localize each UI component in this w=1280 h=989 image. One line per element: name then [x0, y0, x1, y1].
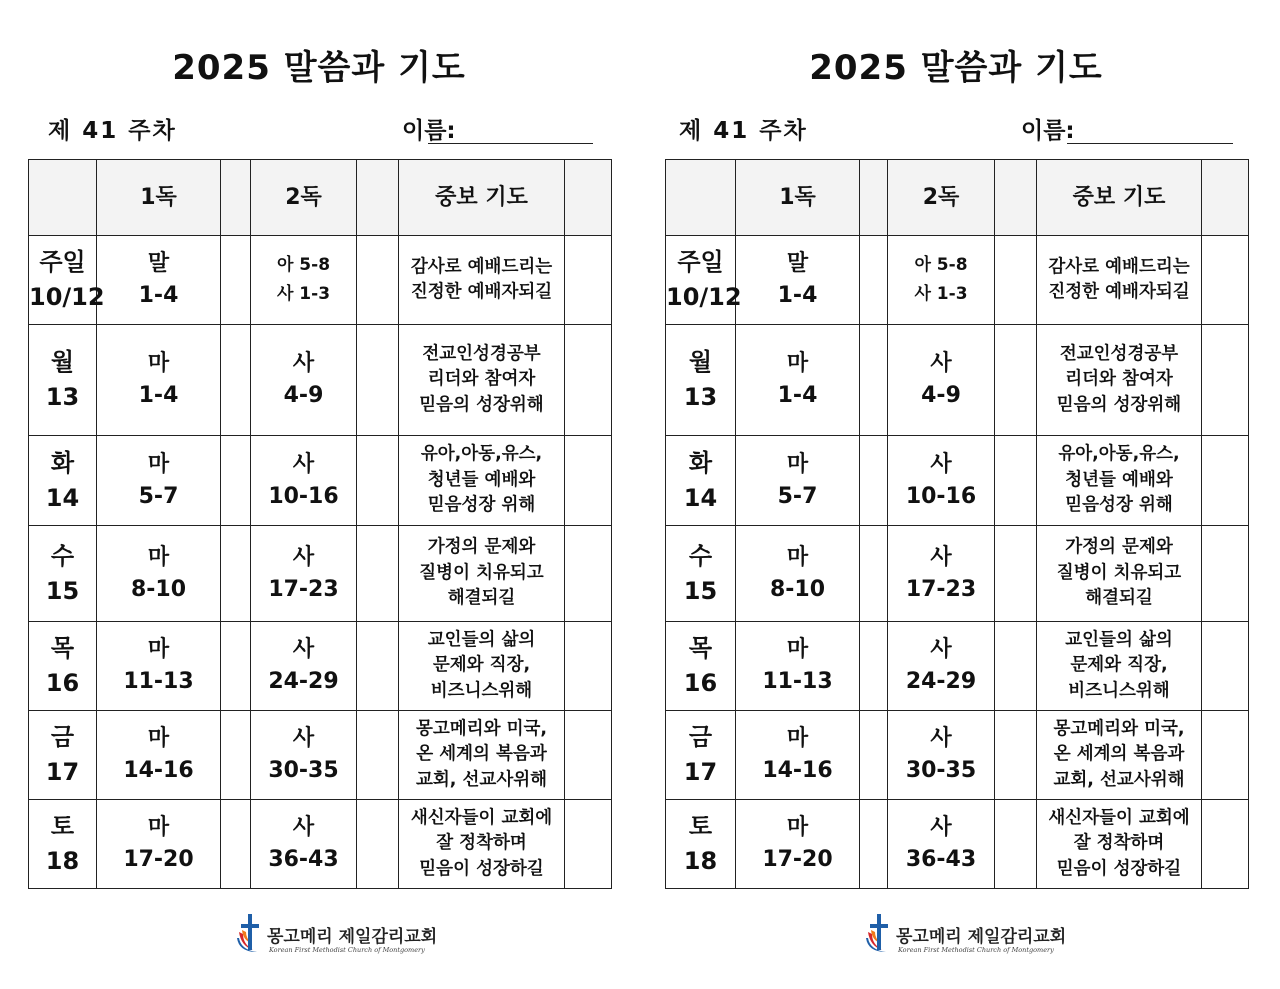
header-check2	[995, 160, 1037, 236]
check1-cell	[221, 622, 251, 711]
prayer-cell	[1037, 236, 1202, 325]
check2-cell	[995, 711, 1037, 800]
prayer-cell-line: 교회, 선교사위해	[1053, 769, 1185, 790]
reading2-cell-line: 10-16	[905, 483, 977, 509]
prayer-cell	[399, 236, 565, 325]
prayer-cell-line: 감사로 예배드리는	[1048, 256, 1190, 277]
reading1-cell-line: 8-10	[130, 576, 187, 602]
reading2-cell-line: 사	[292, 544, 315, 570]
reading1-cell-line: 1-4	[777, 383, 818, 408]
prayer-cell-line: 믿음의 성장위해	[419, 394, 544, 415]
prayer-cell-line: 온 세계의 복음과	[416, 744, 547, 765]
reading1-cell-line: 17-20	[762, 847, 833, 872]
prayer-cell-line: 전교인성경공부	[1059, 343, 1179, 364]
name-field-line	[428, 143, 593, 144]
prayer-cell-line: 청년들 예배와	[1065, 469, 1173, 490]
day-cell-line: 16	[683, 669, 718, 697]
prayer-cell-line: 전교인성경공부	[422, 343, 541, 364]
prayer-cell	[1037, 711, 1202, 800]
reading2-cell-line: 아 5-8	[914, 255, 968, 276]
reading2-cell-line: 17-23	[905, 576, 977, 602]
prayer-cell-line: 몽고메리와 미국,	[415, 718, 548, 739]
prayer-cell	[399, 711, 565, 800]
day-cell-line: 주일	[677, 248, 724, 277]
reading2-cell-line: 아 5-8	[276, 255, 331, 276]
prayer-cell-line: 교인들의 삶의	[1065, 629, 1173, 650]
day-cell-line: 10/12	[666, 283, 742, 311]
check3-cell	[1202, 526, 1249, 622]
cross-flame-icon	[862, 910, 896, 956]
table-row	[666, 436, 1249, 526]
header-day	[29, 160, 97, 236]
church-logo	[233, 910, 438, 960]
reading2-cell-line: 사	[930, 544, 952, 570]
day-cell-line: 토	[688, 812, 713, 841]
reading1-cell	[97, 800, 221, 889]
prayer-cell-line: 새신자들이 교회에	[1048, 807, 1190, 828]
day-cell-line: 17	[683, 758, 718, 786]
reading2-cell-line: 36-43	[905, 847, 977, 872]
day-cell-line: 17	[45, 758, 80, 786]
day-cell-line: 목	[50, 634, 75, 663]
header-prayer: 중보 기도	[399, 160, 565, 236]
prayer-sheet-right	[665, 0, 1265, 989]
reading2-cell-line: 36-43	[268, 847, 339, 872]
header-day	[666, 160, 736, 236]
table-row	[666, 236, 1249, 325]
check3-cell	[565, 526, 612, 622]
reading2-cell-line: 24-29	[268, 669, 339, 694]
day-cell-line: 16	[45, 669, 80, 697]
prayer-cell-line: 잘 정착하며	[1073, 833, 1165, 854]
day-cell-line: 수	[50, 541, 75, 570]
prayer-cell-line: 문제와 직장,	[432, 655, 531, 676]
cross-flame-icon	[233, 910, 267, 956]
reading1-cell	[736, 711, 860, 800]
day-cell-line: 금	[688, 723, 713, 752]
reading1-cell	[97, 711, 221, 800]
header-check1	[860, 160, 888, 236]
reading-table	[665, 159, 1249, 889]
day-cell-line: 화	[688, 448, 713, 477]
reading2-cell-line: 사 1-3	[276, 284, 331, 304]
check2-cell	[995, 800, 1037, 889]
check2-cell	[995, 236, 1037, 325]
check1-cell	[221, 711, 251, 800]
prayer-cell-line: 믿음의 성장위해	[1056, 394, 1182, 415]
check1-cell	[860, 800, 888, 889]
reading1-cell-line: 마	[786, 726, 809, 752]
check3-cell	[565, 711, 612, 800]
reading1-cell-line: 14-16	[123, 758, 194, 783]
check2-cell	[357, 526, 399, 622]
prayer-cell	[1037, 800, 1202, 889]
prayer-cell	[399, 325, 565, 436]
header-check2	[357, 160, 399, 236]
day-cell	[666, 800, 736, 889]
day-cell	[666, 526, 736, 622]
prayer-cell	[1037, 526, 1202, 622]
table-row	[29, 526, 612, 622]
prayer-cell-line: 리더와 참여자	[427, 369, 536, 390]
check3-cell	[1202, 711, 1249, 800]
table-row	[666, 526, 1249, 622]
header-reading2: 2독	[888, 160, 995, 236]
prayer-cell-line: 가정의 문제와	[427, 537, 536, 558]
reading2-cell-line: 사	[292, 451, 315, 477]
prayer-cell-line: 해결되길	[1085, 588, 1153, 609]
prayer-cell	[1037, 325, 1202, 436]
check3-cell	[565, 236, 612, 325]
day-cell	[666, 325, 736, 436]
check3-cell	[565, 622, 612, 711]
check1-cell	[221, 800, 251, 889]
sheet-title: 2025 말씀과 기도	[172, 48, 466, 88]
prayer-cell-line: 교인들의 삶의	[427, 629, 536, 650]
check2-cell	[357, 325, 399, 436]
check3-cell	[565, 800, 612, 889]
table-row	[29, 622, 612, 711]
header-reading1: 1독	[736, 160, 860, 236]
name-label: 이름:	[1021, 118, 1075, 144]
prayer-cell	[399, 622, 565, 711]
check2-cell	[995, 325, 1037, 436]
reading2-cell-line: 4-9	[283, 383, 324, 408]
check3-cell	[565, 436, 612, 526]
day-cell	[666, 711, 736, 800]
prayer-cell-line: 온 세계의 복음과	[1053, 744, 1185, 765]
check1-cell	[860, 236, 888, 325]
check2-cell	[357, 800, 399, 889]
reading1-cell-line: 5-7	[777, 483, 818, 509]
check3-cell	[565, 325, 612, 436]
reading1-cell-line: 마	[786, 544, 809, 570]
table-row	[29, 800, 612, 889]
day-cell-line: 13	[45, 383, 80, 411]
prayer-cell-line: 비즈니스위해	[430, 680, 533, 701]
table-row	[29, 436, 612, 526]
day-cell-line: 14	[683, 483, 718, 512]
check1-cell	[221, 325, 251, 436]
reading1-cell	[97, 236, 221, 325]
reading1-cell-line: 마	[786, 351, 809, 377]
header-check1	[221, 160, 251, 236]
reading2-cell	[251, 526, 357, 622]
check1-cell	[860, 622, 888, 711]
header-check3	[1202, 160, 1249, 236]
reading2-cell	[251, 711, 357, 800]
reading1-cell-line: 마	[147, 451, 170, 477]
reading1-cell	[97, 325, 221, 436]
check2-cell	[357, 236, 399, 325]
check2-cell	[995, 526, 1037, 622]
check2-cell	[357, 622, 399, 711]
header-reading1: 1독	[97, 160, 221, 236]
day-cell-line: 수	[688, 541, 713, 570]
prayer-cell-line: 믿음이 성장하길	[419, 858, 544, 879]
day-cell-line: 18	[683, 847, 718, 875]
reading1-cell-line: 1-4	[138, 283, 179, 308]
header-row	[29, 160, 612, 236]
prayer-cell	[1037, 622, 1202, 711]
prayer-cell-line: 믿음성장 위해	[1065, 495, 1173, 516]
day-cell	[666, 436, 736, 526]
check3-cell	[1202, 800, 1249, 889]
reading2-cell	[888, 711, 995, 800]
reading1-cell	[736, 526, 860, 622]
reading1-cell-line: 1-4	[777, 283, 818, 308]
reading2-cell-line: 사 1-3	[914, 284, 968, 304]
check1-cell	[860, 325, 888, 436]
reading2-cell-line: 사	[930, 451, 952, 477]
day-cell	[29, 800, 97, 889]
reading1-cell	[97, 622, 221, 711]
prayer-cell-line: 진정한 예배자되길	[410, 282, 553, 302]
reading1-cell-line: 마	[786, 815, 809, 841]
prayer-cell	[399, 526, 565, 622]
prayer-cell-line: 새신자들이 교회에	[410, 807, 553, 828]
name-field-line	[1067, 143, 1233, 144]
prayer-cell	[399, 800, 565, 889]
church-subtitle: Korean First Methodist Church of Montgomery	[269, 946, 425, 954]
table-row	[666, 711, 1249, 800]
reading2-cell	[251, 236, 357, 325]
table-row	[666, 325, 1249, 436]
prayer-cell-line: 문제와 직장,	[1070, 655, 1168, 676]
reading1-cell-line: 마	[147, 351, 170, 377]
reading2-cell-line: 사	[930, 726, 952, 752]
prayer-cell-line: 감사로 예배드리는	[410, 256, 553, 277]
prayer-cell-line: 리더와 참여자	[1065, 369, 1173, 390]
table-row	[29, 236, 612, 325]
prayer-cell	[1037, 436, 1202, 526]
reading1-cell-line: 1-4	[138, 383, 179, 408]
day-cell-line: 15	[683, 576, 718, 605]
reading1-cell	[736, 325, 860, 436]
reading1-cell-line: 마	[147, 637, 170, 663]
table-body	[666, 236, 1249, 889]
week-label: 제 41 주차	[679, 118, 808, 144]
reading1-cell	[736, 436, 860, 526]
header-prayer: 중보 기도	[1037, 160, 1202, 236]
day-cell-line: 15	[45, 576, 80, 605]
reading2-cell	[888, 325, 995, 436]
reading1-cell-line: 마	[147, 544, 170, 570]
reading1-cell-line: 마	[147, 726, 170, 752]
prayer-cell-line: 교회, 선교사위해	[415, 769, 548, 790]
reading2-cell-line: 사	[930, 351, 952, 377]
church-subtitle: Korean First Methodist Church of Montgomery	[898, 946, 1054, 954]
table-row	[29, 325, 612, 436]
reading2-cell-line: 사	[292, 726, 315, 752]
reading1-cell-line: 5-7	[138, 483, 179, 509]
week-label: 제 41 주차	[48, 118, 177, 144]
reading1-cell-line: 말	[147, 251, 170, 277]
check3-cell	[1202, 436, 1249, 526]
reading1-cell	[736, 236, 860, 325]
check1-cell	[221, 236, 251, 325]
check3-cell	[1202, 622, 1249, 711]
reading2-cell	[251, 800, 357, 889]
prayer-cell-line: 몽고메리와 미국,	[1053, 718, 1185, 739]
reading2-cell-line: 사	[292, 815, 315, 841]
header-reading2: 2독	[251, 160, 357, 236]
check1-cell	[221, 526, 251, 622]
header-row	[666, 160, 1249, 236]
day-cell-line: 화	[50, 448, 75, 477]
church-logo	[862, 910, 1067, 960]
prayer-cell-line: 청년들 예배와	[427, 469, 536, 490]
church-name: 몽고메리 제일감리교회	[896, 927, 1067, 947]
prayer-cell-line: 해결되길	[447, 588, 516, 609]
day-cell	[29, 526, 97, 622]
reading1-cell-line: 17-20	[123, 847, 194, 872]
day-cell	[29, 622, 97, 711]
day-cell	[29, 236, 105, 325]
reading2-cell-line: 4-9	[921, 383, 961, 408]
reading2-cell	[888, 526, 995, 622]
table-row	[666, 622, 1249, 711]
reading1-cell-line: 말	[786, 251, 809, 277]
check2-cell	[995, 436, 1037, 526]
reading2-cell-line: 17-23	[268, 576, 339, 602]
reading2-cell	[888, 800, 995, 889]
prayer-cell-line: 유아,아동,유스,	[1058, 444, 1180, 465]
day-cell-line: 목	[688, 634, 713, 663]
day-cell	[29, 436, 97, 526]
reading1-cell	[97, 526, 221, 622]
reading2-cell-line: 30-35	[268, 758, 339, 783]
day-cell-line: 금	[50, 723, 75, 752]
church-name: 몽고메리 제일감리교회	[267, 927, 438, 947]
reading1-cell-line: 11-13	[762, 669, 833, 694]
day-cell-line: 18	[45, 847, 80, 875]
reading1-cell-line: 마	[786, 451, 809, 477]
day-cell	[29, 711, 97, 800]
reading2-cell-line: 사	[930, 815, 952, 841]
check1-cell	[860, 436, 888, 526]
reading2-cell-line: 사	[292, 637, 315, 663]
reading2-cell-line: 30-35	[905, 758, 977, 783]
prayer-cell-line: 믿음이 성장하길	[1056, 858, 1182, 879]
day-cell-line: 10/12	[29, 283, 105, 311]
reading1-cell-line: 11-13	[123, 669, 194, 694]
day-cell	[666, 236, 742, 325]
day-cell	[666, 622, 736, 711]
table-body	[29, 236, 612, 889]
day-cell-line: 13	[683, 383, 718, 411]
reading1-cell-line: 마	[147, 815, 170, 841]
prayer-sheet-left	[28, 0, 628, 989]
reading2-cell	[251, 436, 357, 526]
check3-cell	[1202, 236, 1249, 325]
prayer-cell-line: 질병이 치유되고	[419, 562, 544, 583]
reading2-cell	[888, 436, 995, 526]
reading1-cell-line: 14-16	[762, 758, 833, 783]
check2-cell	[357, 711, 399, 800]
reading2-cell-line: 10-16	[268, 483, 339, 509]
name-label: 이름:	[402, 118, 456, 144]
reading1-cell	[736, 622, 860, 711]
table-row	[29, 711, 612, 800]
reading2-cell	[251, 325, 357, 436]
reading2-cell-line: 24-29	[905, 669, 977, 694]
sheet-title: 2025 말씀과 기도	[809, 48, 1103, 88]
check1-cell	[860, 526, 888, 622]
reading-table	[28, 159, 612, 889]
prayer-cell-line: 진정한 예배자되길	[1048, 282, 1190, 302]
reading2-cell	[888, 236, 995, 325]
check1-cell	[221, 436, 251, 526]
check2-cell	[357, 436, 399, 526]
reading1-cell-line: 8-10	[769, 576, 826, 602]
prayer-cell-line: 유아,아동,유스,	[420, 444, 543, 465]
prayer-cell-line: 가정의 문제와	[1065, 537, 1173, 558]
prayer-cell	[399, 436, 565, 526]
check3-cell	[1202, 325, 1249, 436]
day-cell-line: 토	[50, 812, 75, 841]
reading2-cell-line: 사	[930, 637, 952, 663]
day-cell	[29, 325, 97, 436]
prayer-cell-line: 비즈니스위해	[1068, 680, 1170, 701]
prayer-cell-line: 믿음성장 위해	[427, 495, 536, 516]
reading1-cell	[97, 436, 221, 526]
reading1-cell-line: 마	[786, 637, 809, 663]
day-cell-line: 월	[50, 348, 75, 377]
reading2-cell	[251, 622, 357, 711]
check2-cell	[995, 622, 1037, 711]
prayer-cell-line: 잘 정착하며	[436, 833, 527, 854]
reading2-cell-line: 사	[292, 351, 315, 377]
check1-cell	[860, 711, 888, 800]
day-cell-line: 월	[688, 348, 713, 377]
table-row	[666, 800, 1249, 889]
reading1-cell	[736, 800, 860, 889]
day-cell-line: 주일	[39, 248, 86, 277]
header-check3	[565, 160, 612, 236]
day-cell-line: 14	[45, 483, 80, 512]
prayer-cell-line: 질병이 치유되고	[1056, 562, 1182, 583]
reading2-cell	[888, 622, 995, 711]
